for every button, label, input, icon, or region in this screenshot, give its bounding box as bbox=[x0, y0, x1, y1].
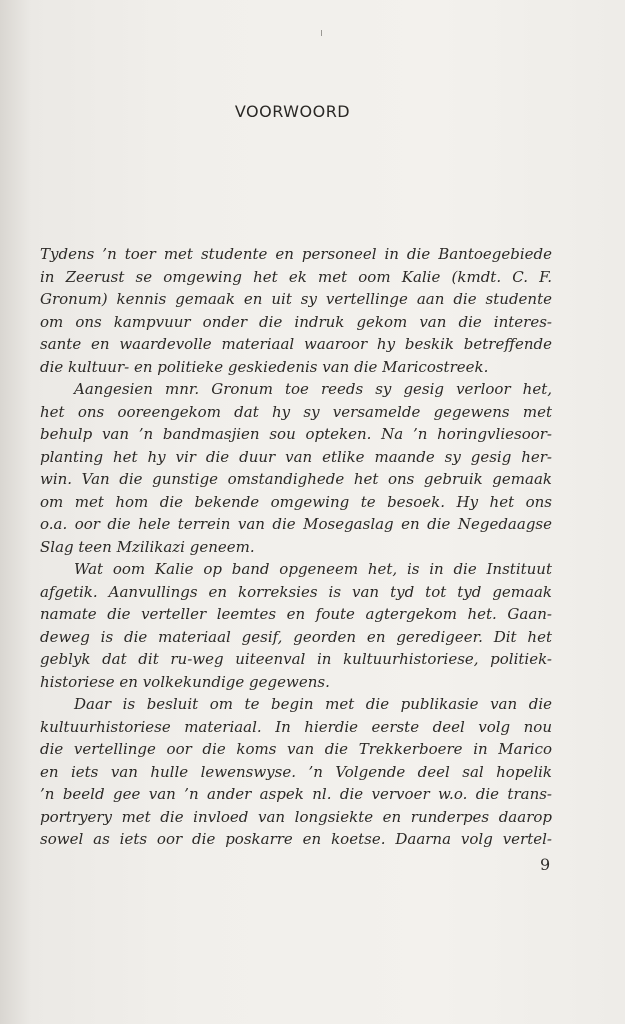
text-line: in Zeerust se omgewing het ek met oom Kalie (kmdt. C. F. bbox=[40, 267, 552, 286]
text-line: namate die verteller leemtes en foute agtergekom het. Gaan- bbox=[40, 605, 552, 623]
text-line: ’n beeld gee van ’n ander aspek nl. die vervoer w.o. die trans- bbox=[40, 785, 552, 803]
text-line: afgetik. Aanvullings en korreksies is van tyd tot tyd gemaak bbox=[40, 582, 552, 601]
text-line: kultuurhistoriese materiaal. In hierdie eerste deel volg nou bbox=[40, 717, 552, 736]
page-title: VOORWOORD bbox=[234, 102, 351, 121]
text-line: behulp van ’n bandmasjien sou opteken. Na ’n horingvliesoor- bbox=[40, 425, 552, 443]
text-line: sante en waardevolle materiaal waaroor hy beskik betreffende bbox=[40, 335, 552, 353]
text-line: portryery met die invloed van longsiekte en runderpes daarop bbox=[40, 807, 552, 826]
page-number: 9 bbox=[540, 855, 551, 874]
text-line: Slag teen Mzilikazi geneem. bbox=[40, 537, 255, 556]
text-line: om met hom die bekende omgewing te besoek. Hy het ons bbox=[40, 492, 552, 511]
body-text bbox=[40, 243, 552, 851]
text-line: om ons kampvuur onder die indruk gekom van die interes- bbox=[40, 312, 552, 331]
text-line: het ons ooreengekom dat hy sy versamelde gegewens met bbox=[40, 402, 552, 421]
text-line: win. Van die gunstige omstandighede het ons gebruik gemaak bbox=[40, 470, 552, 488]
text-line: Aangesien mnr. Gronum toe reeds sy gesig verloor het, bbox=[74, 380, 552, 398]
text-line: historiese en volkekundige gegewens. bbox=[40, 672, 330, 691]
text-line: Wat oom Kalie op band opgeneem het, is in die Instituut bbox=[74, 560, 552, 578]
text-line: o.a. oor die hele terrein van die Mosegaslag en die Negedaagse bbox=[40, 515, 552, 533]
text-line: Daar is besluit om te begin met die publikasie van die bbox=[74, 695, 552, 713]
text-line: sowel as iets oor die poskarre en koetse. Daarna volg vertel- bbox=[40, 830, 552, 848]
text-line: die vertellinge oor die koms van die Trekkerboere in Marico bbox=[40, 740, 552, 758]
text-line: deweg is die materiaal gesif, georden en geredigeer. Dit het bbox=[40, 627, 552, 646]
text-line: Gronum) kennis gemaak en uit sy vertellinge aan die studente bbox=[40, 290, 552, 308]
page-mark bbox=[321, 30, 322, 36]
text-line: Tydens ’n toer met studente en personeel in die Bantoegebiede bbox=[40, 245, 552, 263]
text-line: planting het hy vir die duur van etlike maande sy gesig her- bbox=[40, 447, 552, 466]
text-line: geblyk dat dit ru-weg uiteenval in kultuurhistoriese, politiek- bbox=[40, 650, 552, 668]
text-line: die kultuur- en politieke geskiedenis van die Maricostreek. bbox=[40, 357, 489, 376]
text-line: en iets van hulle lewenswyse. ’n Volgende deel sal hopelik bbox=[40, 762, 552, 781]
